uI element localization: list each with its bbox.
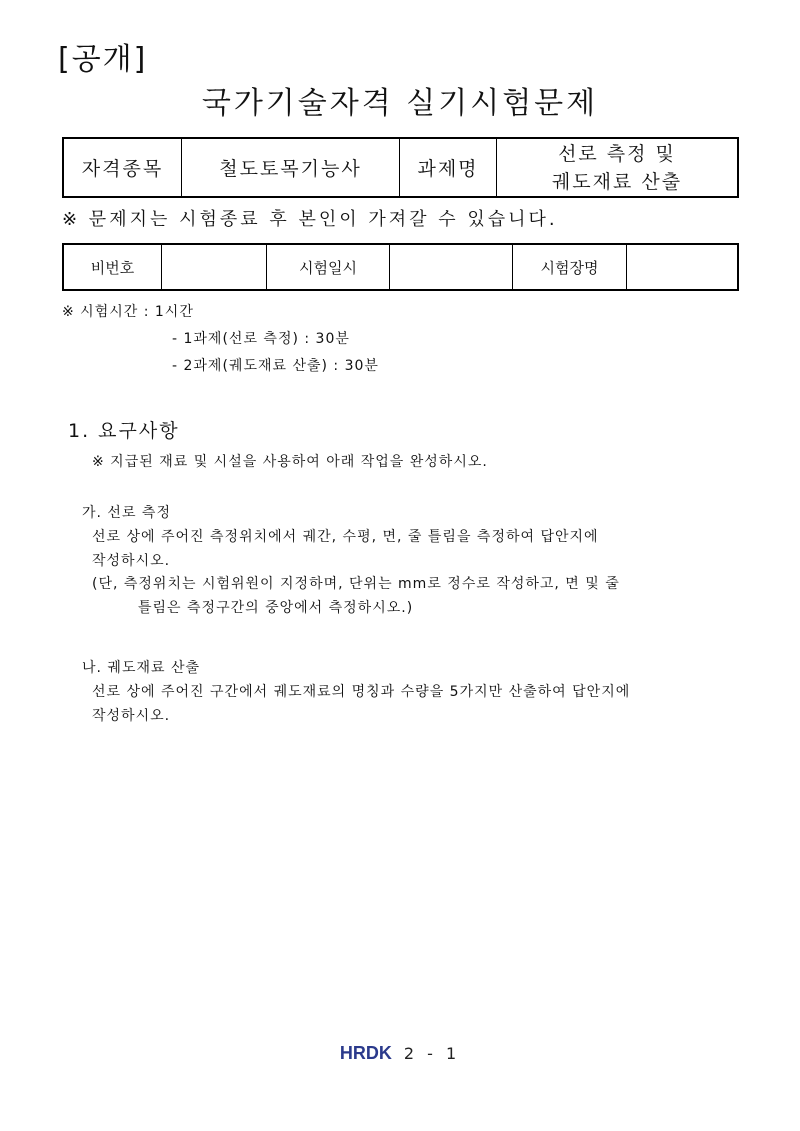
public-tag: [공개] <box>58 42 148 77</box>
qualification-info-table <box>62 137 739 198</box>
item-b-line2: 작성하시오. <box>92 707 171 724</box>
label-exam-datetime: 시험일시 <box>267 244 390 290</box>
notice-text: ※ 문제지는 시험종료 후 본인이 가져갈 수 있습니다. <box>62 209 558 230</box>
exam-time-total: ※ 시험시간 : 1시간 <box>62 304 194 320</box>
item-a-line3: (단, 측정위치는 시험위원이 지정하며, 단위는 mm로 정수로 작성하고, 면 및 줄 <box>92 576 620 592</box>
value-qualification-type: 철도토목기능사 <box>182 138 400 197</box>
item-a-heading: 가. 선로 측정 <box>82 505 171 521</box>
label-exam-site: 시험장명 <box>513 244 627 290</box>
item-b-line1: 선로 상에 주어진 구간에서 궤도재료의 명칭과 수량을 5가지만 산출하여 답안지에 <box>92 684 631 700</box>
exam-time-task2: - 2과제(궤도재료 산출) : 30분 <box>172 358 379 374</box>
requirements-title: 1. 요구사항 <box>68 420 180 442</box>
item-a-line1: 선로 상에 주어진 측정위치에서 궤간, 수평, 면, 줄 틀림을 측정하여 답안지에 <box>92 529 599 545</box>
label-candidate-number: 비번호 <box>63 244 162 290</box>
item-a-line2: 작성하시오. <box>92 552 171 569</box>
value-task-name <box>497 138 739 197</box>
page-number: 2 - 1 <box>403 1044 461 1063</box>
item-a-line4: 틀림은 측정구간의 중앙에서 측정하시오.) <box>138 599 414 616</box>
field-exam-datetime[interactable] <box>390 244 513 290</box>
requirements-note: ※ 지급된 재료 및 시설을 사용하여 아래 작업을 완성하시오. <box>92 454 488 470</box>
label-qualification-type: 자격종목 <box>63 138 182 197</box>
exam-time-info <box>62 299 379 380</box>
field-candidate-number[interactable] <box>162 244 267 290</box>
page-footer <box>0 1043 800 1064</box>
field-exam-site[interactable] <box>627 244 739 290</box>
item-b-heading: 나. 궤도재료 산출 <box>82 660 201 676</box>
exam-info-table <box>62 243 739 291</box>
task-name-line2: 궤도재료 산출 <box>551 170 683 193</box>
item-b-body <box>92 681 732 728</box>
hrdk-logo: HRDK <box>339 1043 392 1063</box>
label-task-name: 과제명 <box>400 138 497 197</box>
task-name-line1: 선로 측정 및 <box>558 142 676 165</box>
exam-time-task1: - 1과제(선로 측정) : 30분 <box>172 331 350 347</box>
page-title: 국가기술자격 실기시험문제 <box>201 86 599 121</box>
item-a-body <box>92 526 732 620</box>
